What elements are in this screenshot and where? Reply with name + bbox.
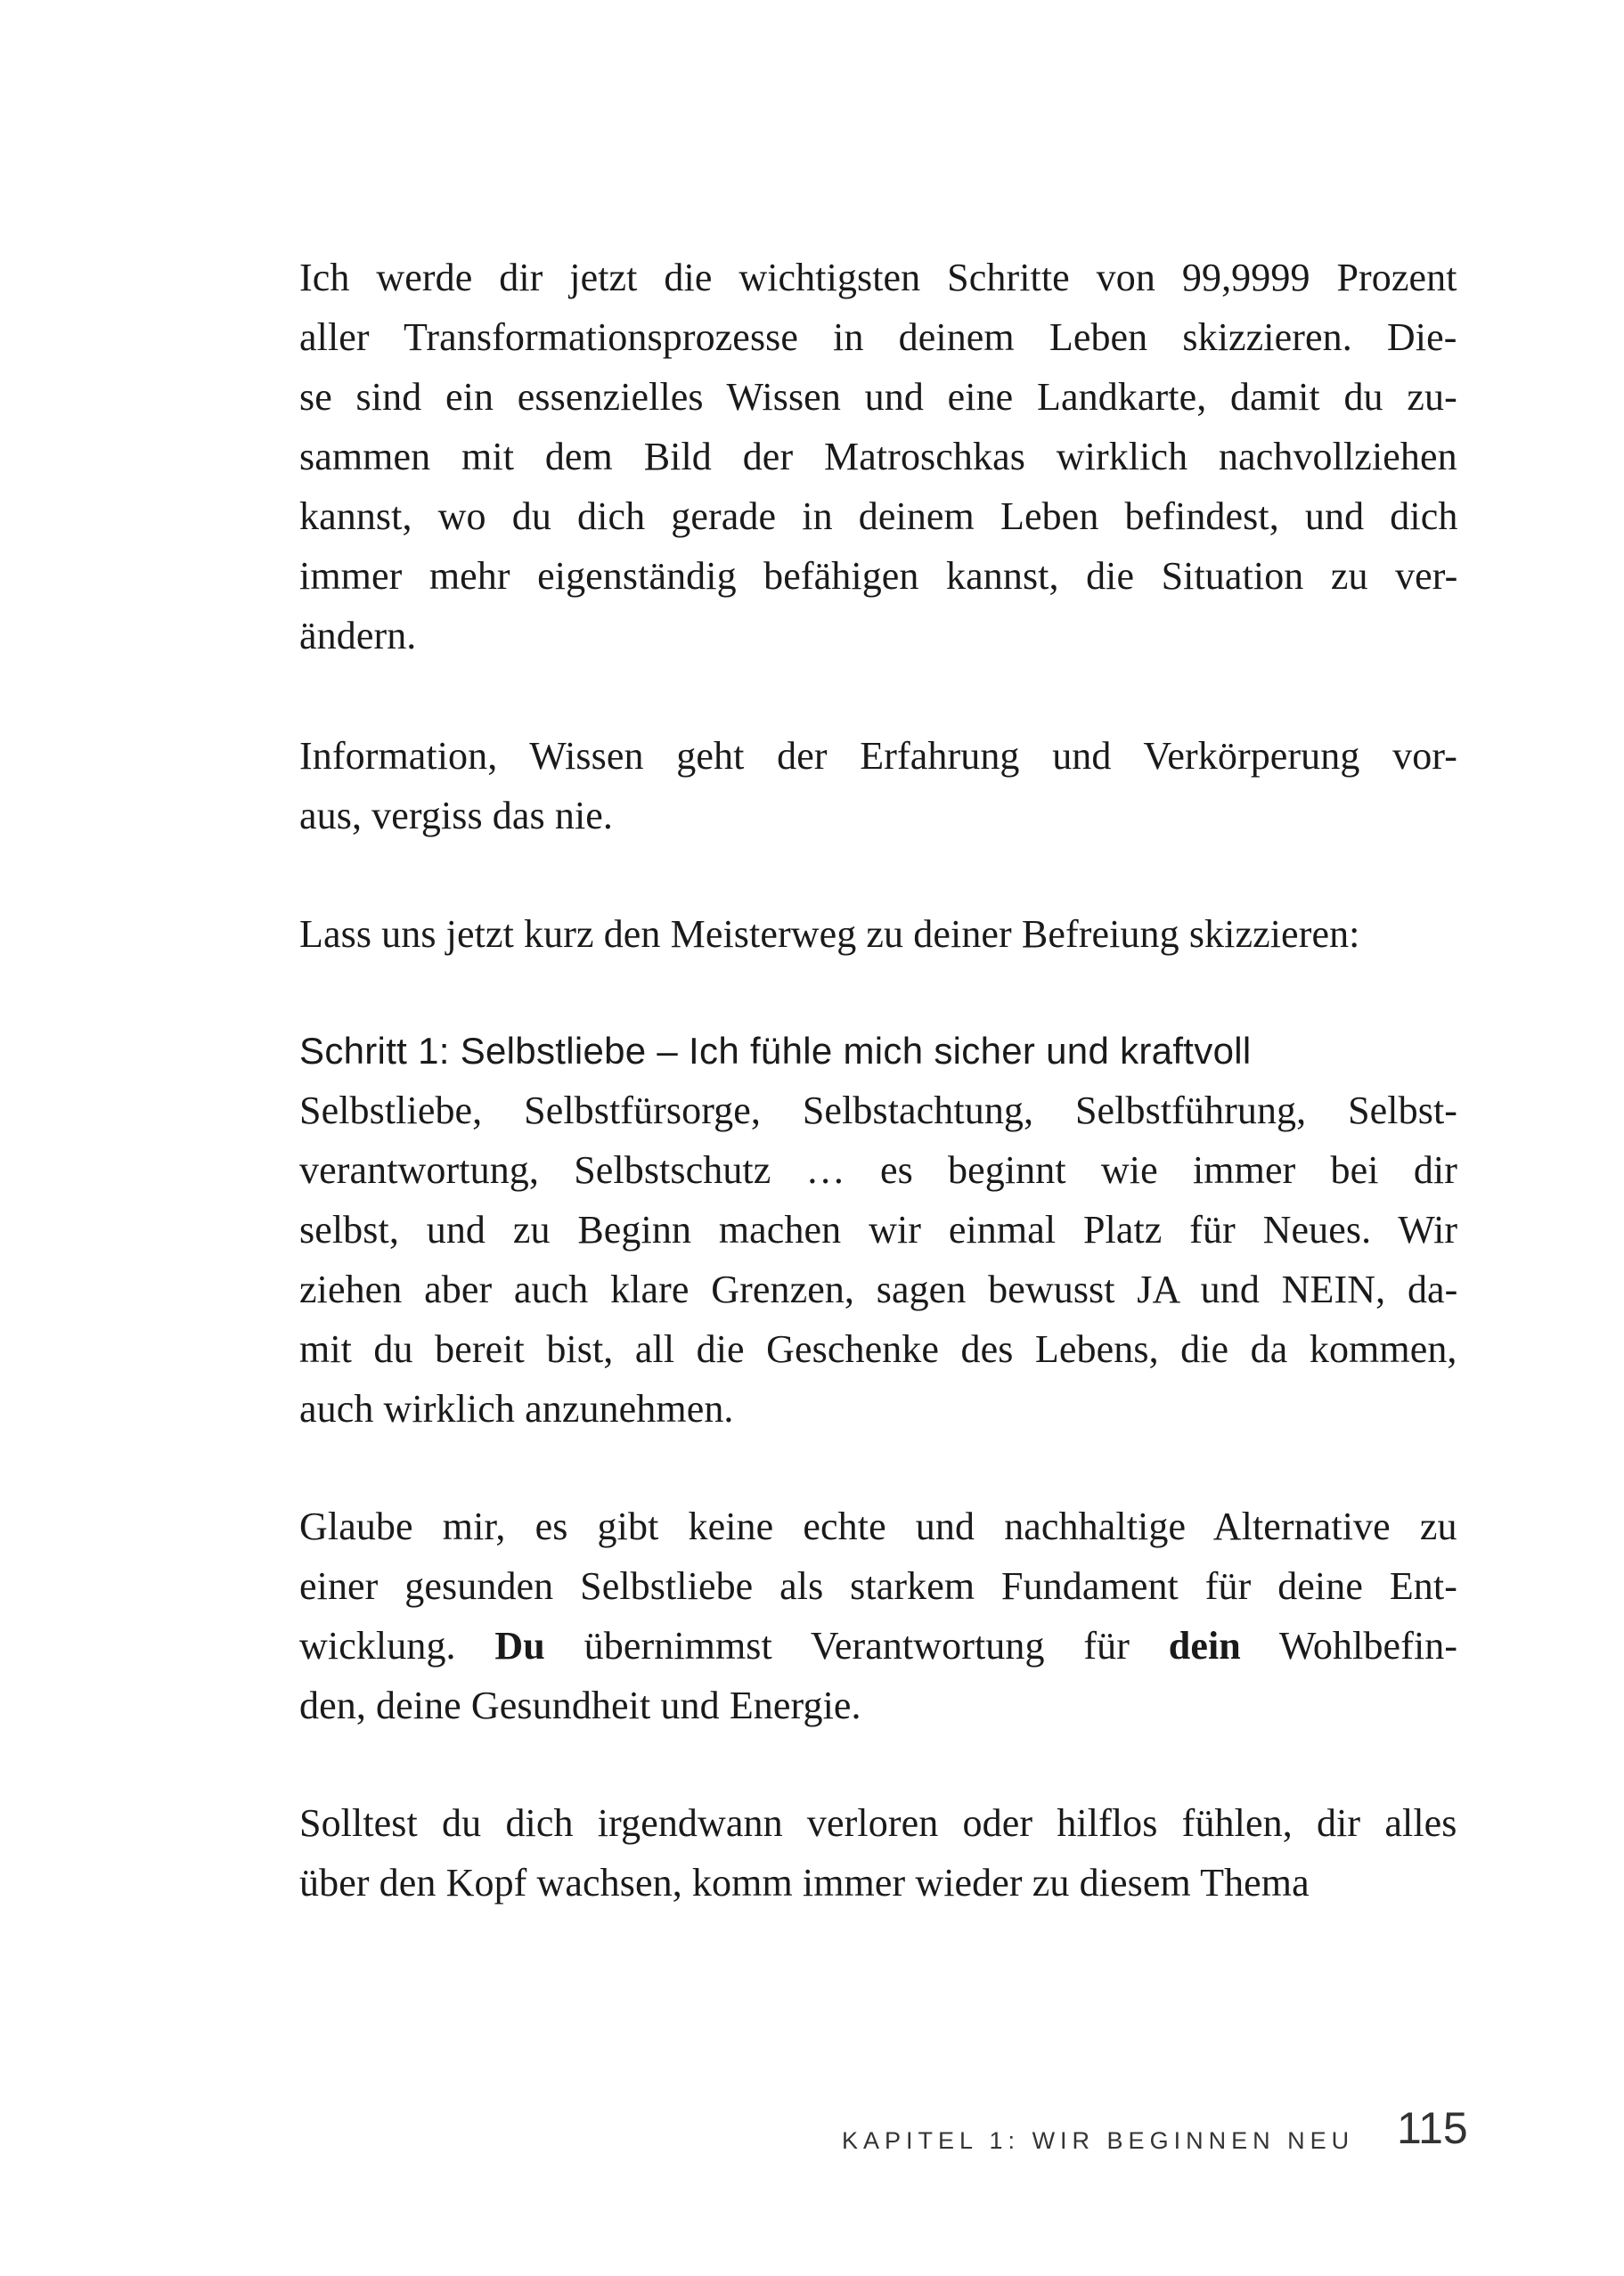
running-footer-chapter: KAPITEL 1: WIR BEGINNEN NEU <box>842 2127 1355 2154</box>
emphasis-dein: dein <box>1168 1624 1241 1668</box>
emphasis-du: Du <box>494 1624 545 1668</box>
text-line: einer gesunden Selbstliebe als starkem Fundament für deine Ent- <box>299 1564 1457 1608</box>
text-line-mixed <box>299 1616 1457 1676</box>
text-line: Lass uns jetzt kurz den Meisterweg zu deiner Befreiung skizzieren: <box>299 912 1360 956</box>
text-line: mit du bereit bist, all die Geschenke des Lebens, die da kommen, <box>299 1327 1457 1371</box>
text-line: Information, Wissen geht der Erfahrung und Verkörperung vor- <box>299 734 1457 778</box>
text-line: ändern. <box>299 614 417 657</box>
paragraph-glaube <box>299 1497 1457 1735</box>
text-line: kannst, wo du dich gerade in deinem Leben befindest, und dich <box>299 494 1458 538</box>
text-line: selbst, und zu Beginn machen wir einmal Platz für Neues. Wir <box>299 1208 1458 1252</box>
paragraph-meisterweg <box>299 904 1457 964</box>
text-line: ziehen aber auch klare Grenzen, sagen bewusst JA und NEIN, da- <box>299 1268 1458 1311</box>
paragraph-information <box>299 726 1457 845</box>
text-line: verantwortung, Selbstschutz … es beginnt wie immer bei dir <box>299 1148 1458 1192</box>
text-line: Selbstliebe, Selbstfürsorge, Selbstachtung, Selbstführung, Selbst- <box>299 1089 1458 1132</box>
paragraph-solltest <box>299 1793 1457 1913</box>
text-run: Wohlbefin- <box>1240 1624 1458 1668</box>
text-line: Solltest du dich irgendwann verloren oder hilflos fühlen, dir alles <box>299 1801 1457 1845</box>
text-line: aller Transformationsprozesse in deinem Leben skizzieren. Die- <box>299 315 1457 359</box>
text-line: aus, vergiss das nie. <box>299 794 614 837</box>
text-line: über den Kopf wachsen, komm immer wieder zu diesem Thema <box>299 1861 1310 1905</box>
text-line: den, deine Gesundheit und Energie. <box>299 1684 861 1727</box>
text-line: Ich werde dir jetzt die wichtigsten Schritte von 99,9999 Prozent <box>299 256 1457 299</box>
text-line: se sind ein essenzielles Wissen und eine Landkarte, damit du zu- <box>299 375 1457 419</box>
text-run: wicklung. <box>299 1624 495 1668</box>
text-line: sammen mit dem Bild der Matroschkas wirklich nachvollziehen <box>299 435 1457 478</box>
paragraph-selbstliebe <box>299 1081 1457 1439</box>
text-line: Glaube mir, es gibt keine echte und nachhaltige Alternative zu <box>299 1505 1457 1548</box>
section-heading: Schritt 1: Selbstliebe – Ich fühle mich sicher und kraftvoll <box>299 1030 1252 1072</box>
text-run: übernimmst Verantwortung für <box>544 1624 1169 1668</box>
text-line: immer mehr eigenständig befähigen kannst, die Situation zu ver- <box>299 554 1458 598</box>
paragraph-intro <box>299 248 1457 665</box>
text-line: auch wirklich anzunehmen. <box>299 1387 734 1431</box>
page-number: 115 <box>1397 2103 1468 2153</box>
